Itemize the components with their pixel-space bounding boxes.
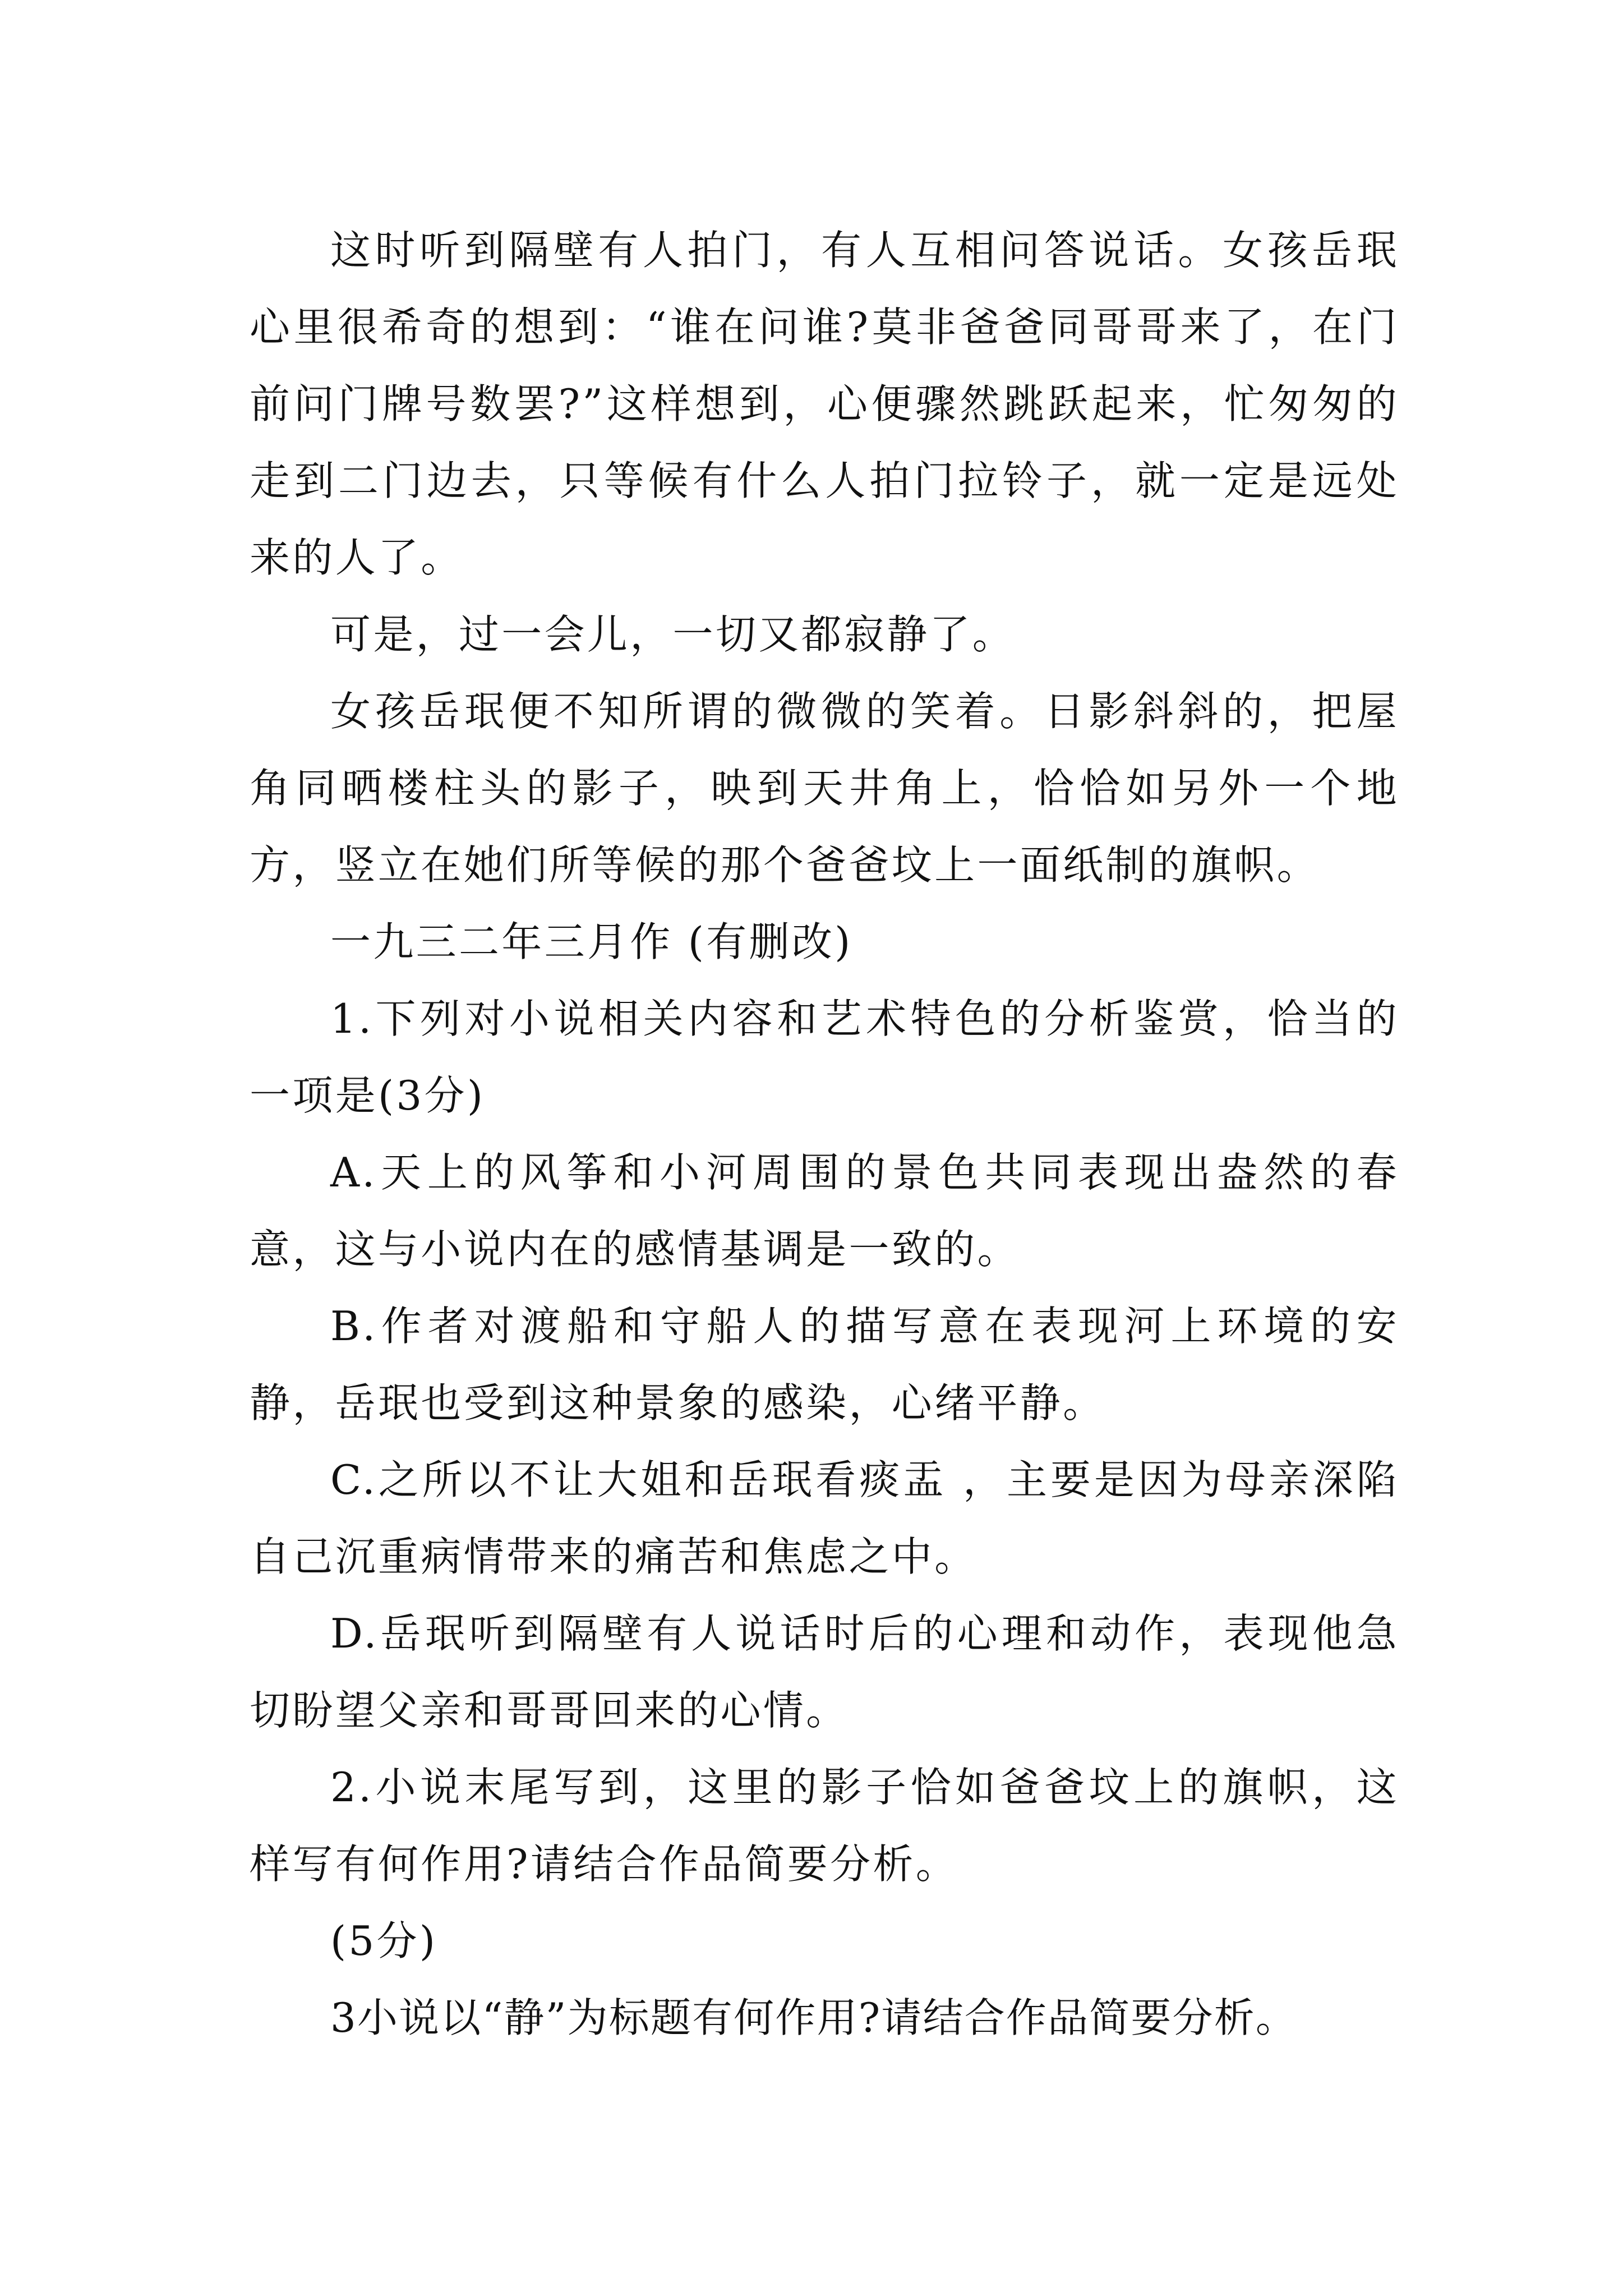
story-paragraph-knocking: 这时听到隔壁有人拍门，有人互相问答说话。女孩岳珉心里很希奇的想到：“谁在问谁?莫非爸爸同哥哥来了，在门前问门牌号数罢?”这样想到，心便骤然跳跃起来，忙匆匆的走到二门边去，只等候有什么人拍门拉铃子，就一定是远处来的人了。: [250, 227, 1399, 581]
question-1-stem: 1.下列对小说相关内容和艺术特色的分析鉴赏，恰当的一项是(3分): [250, 995, 1399, 1119]
story-paragraph-silence: 可是，过一会儿，一切又都寂静了。: [330, 611, 1016, 658]
question-2-stem: 2.小说末尾写到，这里的影子恰如爸爸坟上的旗帜，这样写有何作用?请结合作品简要分析。: [250, 1764, 1399, 1888]
question-1-option-a: A.天上的风筝和小河周围的景色共同表现出盎然的春意，这与小说内在的感情基调是一致的。: [250, 1149, 1399, 1273]
question-1-option-b: B.作者对渡船和守船人的描写意在表现河上环境的安静，岳珉也受到这种景象的感染，心绪平静。: [250, 1303, 1399, 1427]
story-date-note: 一九三二年三月作 (有删改): [330, 918, 853, 965]
document-page: [250, 212, 1399, 2056]
question-1-option-d: D.岳珉听到隔壁有人说话时后的心理和动作，表现他急切盼望父亲和哥哥回来的心情。: [250, 1610, 1399, 1734]
question-3-stem: 3小说以“静”为标题有何作用?请结合作品简要分析。: [330, 1994, 1298, 2041]
question-1-option-c: C.之所以不让大姐和岳珉看痰盂 ，主要是因为母亲深陷自己沉重病情带来的痛苦和焦虑之中。: [250, 1456, 1399, 1580]
question-2-score: (5分): [330, 1917, 438, 1964]
story-paragraph-shadow: 女孩岳珉便不知所谓的微微的笑着。日影斜斜的，把屋角同晒楼柱头的影子，映到天井角上，恰恰如另外一个地方，竖立在她们所等候的那个爸爸坟上一面纸制的旗帜。: [250, 688, 1399, 889]
